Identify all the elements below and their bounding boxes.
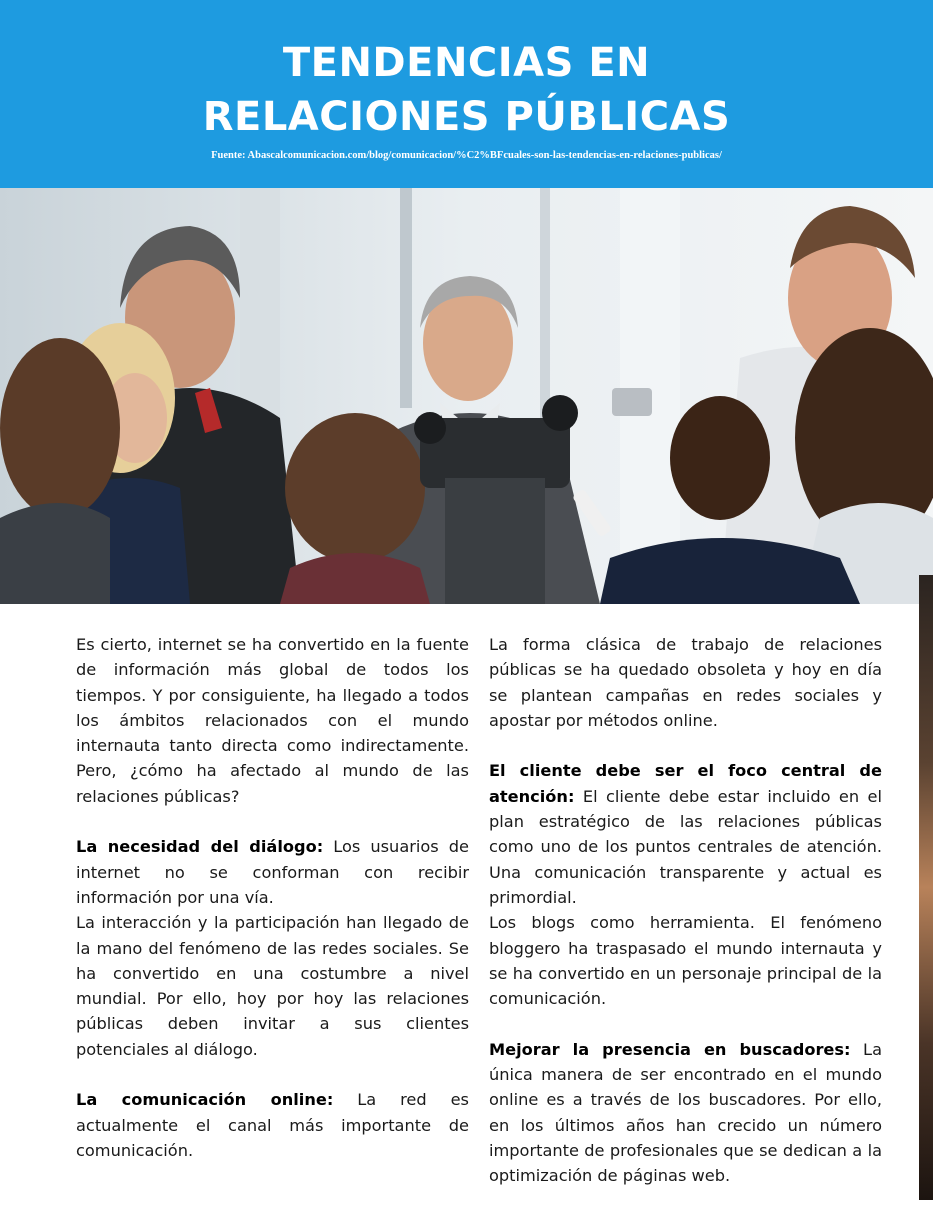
section-text: La red es actualmente el canal más importante de comunicación. [76, 1090, 469, 1160]
section-heading: La comunicación online: [76, 1090, 334, 1110]
section-heading: El cliente debe ser el foco central de atención: [489, 761, 882, 806]
section-comunicacion-online-overflow: La forma clásica de trabajo de relaciones públicas se ha quedado obsoleta y hoy en día se plantean campañas en redes sociales y apostar por métodos online. [489, 635, 882, 730]
section-text: El cliente debe estar incluido en el plan estratégico de las relaciones públicas como uno de los puntos centrales de atención. Una comunicación transparente y actual es primordial. [489, 786, 882, 907]
section-heading: Mejorar la presencia en buscadores: [489, 1039, 851, 1059]
press-conference-photo [0, 188, 933, 604]
page-title [0, 36, 933, 144]
title-line-2: RELACIONES PÚBLICAS [202, 94, 731, 140]
section-heading: La necesidad del diálogo: [76, 837, 324, 857]
section-dialogo [76, 834, 469, 910]
section-dialogo-continued: La interacción y la participación han llegado de la mano del fenómeno de las redes sociales. Se ha convertido en una costumbre a nivel mundial. Por ello, hoy por hoy las relaciones públicas deben invitar a sus clientes potenciales al diálogo. [76, 913, 469, 1059]
source-citation: Fuente: Abascalcomunicacion.com/blog/comunicacion/%C2%BFcuales-son-las-tendencias-en-relaciones-publicas/ [211, 150, 722, 161]
section-buscadores [489, 1037, 882, 1189]
section-text: La única manera de ser encontrado en el mundo online es a través de los buscadores. Por ello, en los últimos años han crecido un número importante de profesionales que se dedican a la optimización de páginas web. [489, 1039, 882, 1186]
title-line-1: TENDENCIAS EN [282, 40, 651, 86]
header-banner [0, 0, 933, 188]
edge-photo-strip [919, 575, 933, 1200]
section-text: Los usuarios de internet no se conforman con recibir información por una vía. [76, 837, 470, 907]
text-column-left [76, 632, 469, 1163]
text-column-right [489, 632, 882, 1214]
section-cliente-continued: Los blogs como herramienta. El fenómeno bloggero ha traspasado el mundo internauta y se ha convertido en un personaje principal de la comunicación. [489, 913, 882, 1009]
section-cliente [489, 758, 882, 910]
section-comunicacion-online [76, 1087, 469, 1163]
intro-paragraph: Es cierto, internet se ha convertido en la fuente de información más global de todos los tiempos. Y por consiguiente, ha llegado a todos los ámbitos relacionados con el mundo internauta tanto directa como indirectamente. Pero, ¿cómo ha afectado al mundo de las relaciones públicas? [76, 635, 469, 806]
